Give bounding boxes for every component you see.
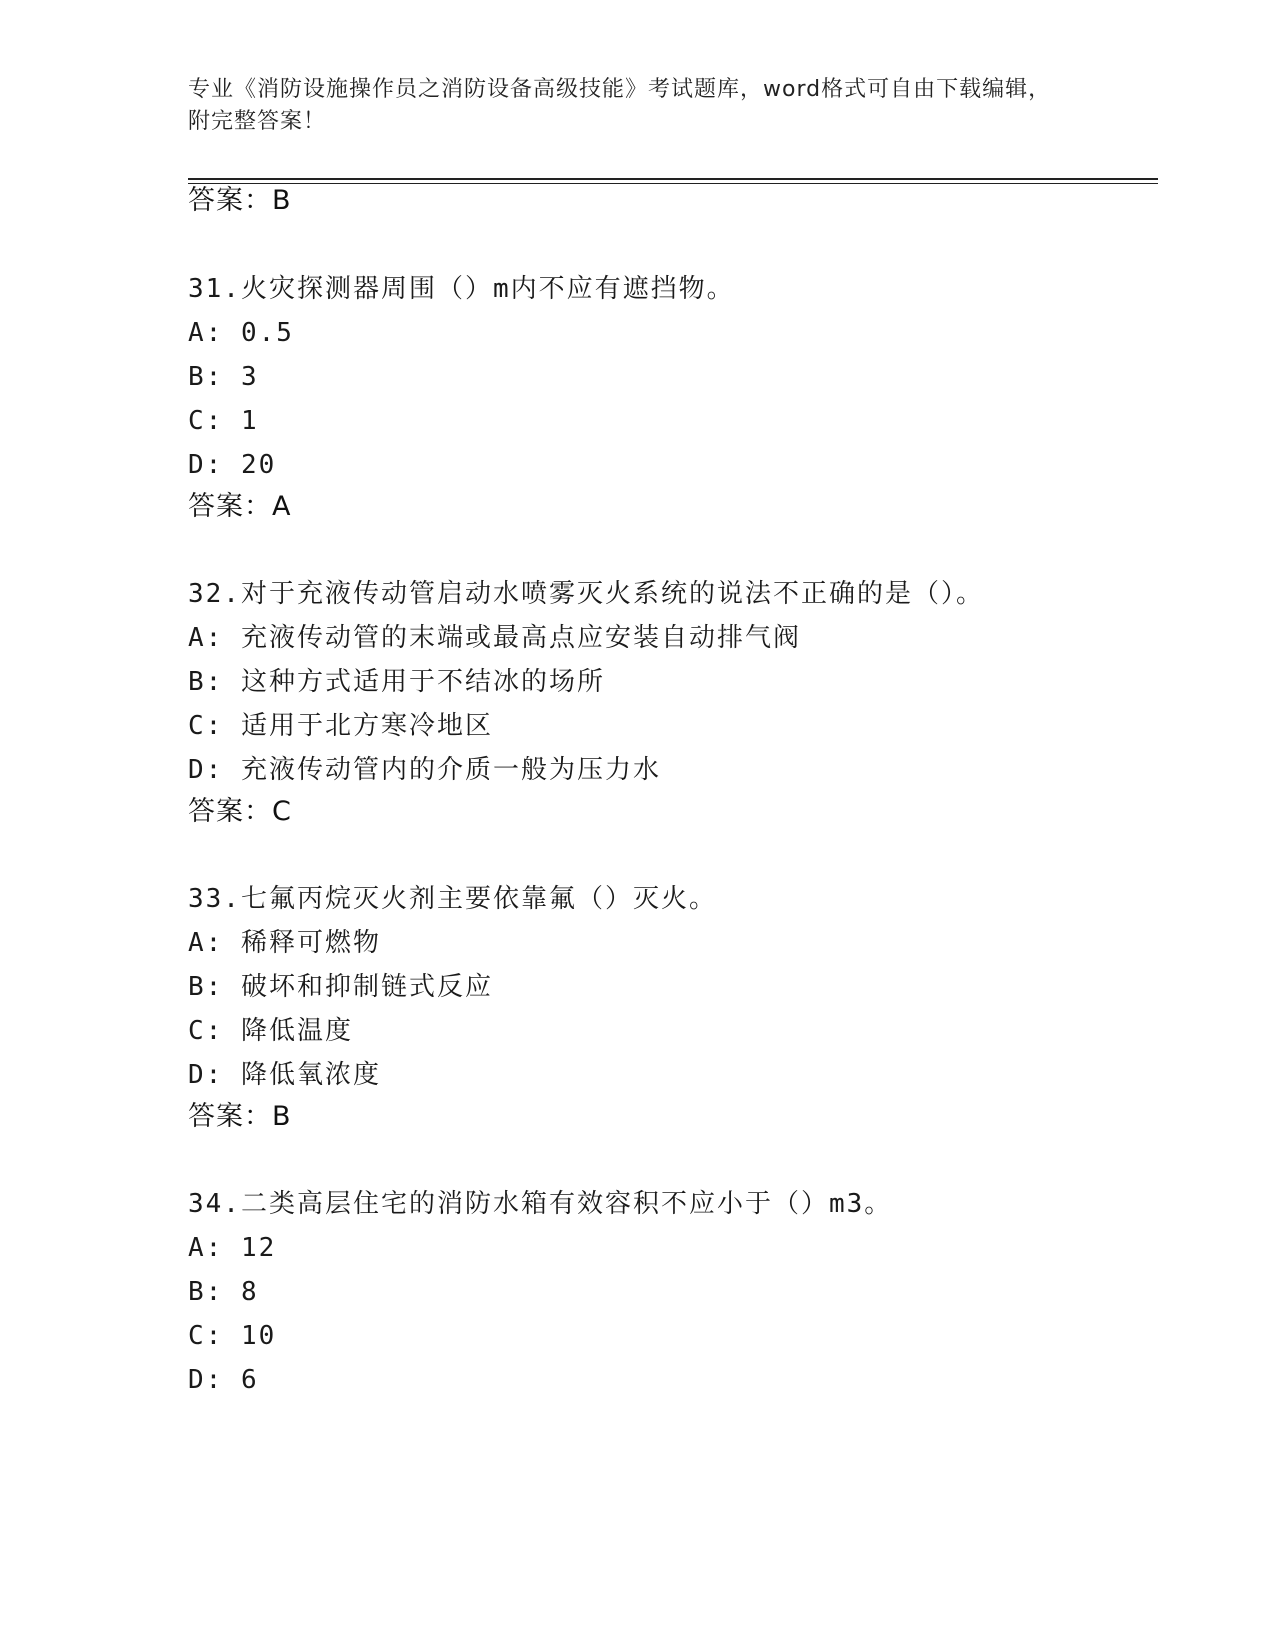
header-divider-thin [188,183,1158,184]
option-a: A: 0.5 [188,318,294,348]
option-d: D: 充液传动管内的介质一般为压力水 [188,755,661,785]
option-c: C: 1 [188,406,259,436]
option-b: B: 这种方式适用于不结冰的场所 [188,667,605,697]
question-stem: 31.火灾探测器周围（）m内不应有遮挡物。 [188,274,735,304]
option-c: C: 适用于北方寒冷地区 [188,711,493,741]
option-c: C: 10 [188,1321,277,1351]
previous-answer: 答案：B [188,185,292,216]
question-stem: 34.二类高层住宅的消防水箱有效容积不应小于（）m3。 [188,1189,893,1219]
option-a: A: 稀释可燃物 [188,928,381,958]
option-c: C: 降低温度 [188,1016,353,1046]
option-b: B: 8 [188,1277,259,1307]
option-a: A: 12 [188,1233,277,1263]
answer-line: 答案：C [188,796,292,827]
option-d: D: 降低氧浓度 [188,1060,381,1090]
question-stem: 32.对于充液传动管启动水喷雾灭火系统的说法不正确的是（）。 [188,579,984,609]
answer-line: 答案：B [188,1101,292,1132]
document-header [188,74,1068,138]
header-divider-thick [188,178,1158,180]
option-a: A: 充液传动管的末端或最高点应安装自动排气阀 [188,623,801,653]
option-d: D: 6 [188,1365,259,1395]
header-intro-text: 专业《消防设施操作员之消防设备高级技能》考试题库，word格式可自由下载编辑，附完整答案！ [188,77,1052,134]
option-b: B: 破坏和抑制链式反应 [188,972,493,1002]
option-d: D: 20 [188,450,277,480]
option-b: B: 3 [188,362,259,392]
question-stem: 33.七氟丙烷灭火剂主要依靠氟（）灭火。 [188,884,717,914]
answer-line: 答案：A [188,491,292,522]
